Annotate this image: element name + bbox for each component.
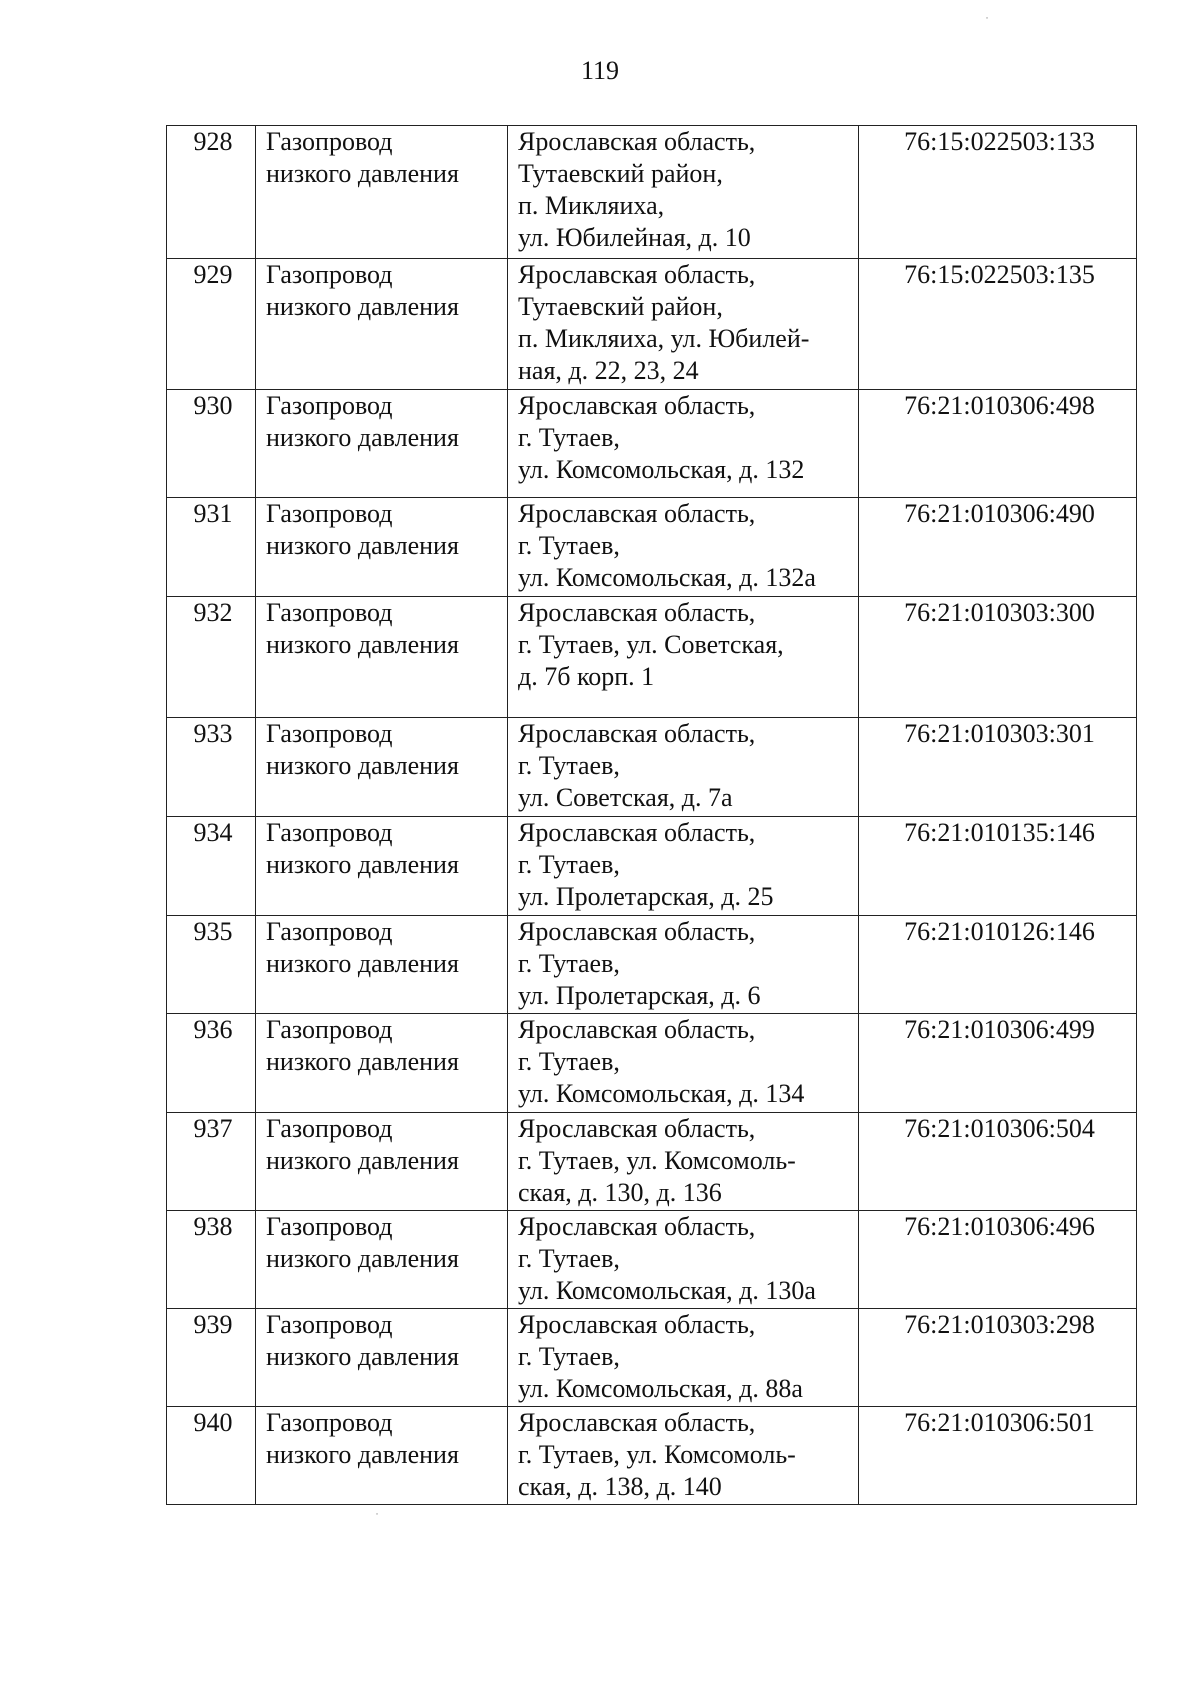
table-row [167,390,1137,498]
object-name-cell [256,718,508,817]
object-name-line: низкого давления [266,1047,459,1076]
object-name-cell [256,126,508,259]
address-line: Ярославская область, [518,391,756,420]
cadastral-number-cell: 76:21:010135:146 [859,817,1137,916]
object-name-line: Газопровод [266,1408,393,1437]
row-number-cell: 928 [167,126,256,259]
object-name-line: Газопровод [266,719,393,748]
cadastral-number-cell: 76:21:010126:146 [859,916,1137,1014]
table-row [167,597,1137,718]
address-line: Ярославская область, [518,1408,756,1437]
cadastral-number-cell: 76:21:010306:501 [859,1407,1137,1505]
address-line: ул. Пролетарская, д. 6 [518,981,761,1010]
address-line: Тутаевский район, [518,159,723,188]
gas-pipeline-registry-table [166,125,1137,1505]
table-row [167,817,1137,916]
address-line: г. Тутаев, [518,1244,620,1273]
object-name-line: низкого давления [266,1342,459,1371]
object-name-cell [256,1211,508,1309]
address-line: г. Тутаев, [518,850,620,879]
address-cell [508,1113,859,1211]
address-line: п. Микляиха, [518,191,665,220]
address-cell [508,1407,859,1505]
table-row [167,718,1137,817]
address-line: г. Тутаев, [518,949,620,978]
object-name-line: Газопровод [266,260,393,289]
address-line: ская, д. 130, д. 136 [518,1178,722,1207]
cadastral-number-cell: 76:21:010303:300 [859,597,1137,718]
object-name-cell [256,259,508,390]
address-line: ул. Комсомольская, д. 132а [518,563,816,592]
address-line: ул. Советская, д. 7а [518,783,733,812]
address-line: ул. Комсомольская, д. 134 [518,1079,805,1108]
object-name-line: низкого давления [266,292,459,321]
row-number-cell: 939 [167,1309,256,1407]
address-line: Ярославская область, [518,127,756,156]
table-row [167,498,1137,597]
object-name-line: низкого давления [266,1440,459,1469]
address-line: г. Тутаев, [518,751,620,780]
cadastral-number-cell: 76:21:010306:504 [859,1113,1137,1211]
address-line: ул. Юбилейная, д. 10 [518,223,751,252]
address-cell [508,498,859,597]
object-name-line: Газопровод [266,1212,393,1241]
address-cell [508,597,859,718]
row-number-cell: 938 [167,1211,256,1309]
address-line: г. Тутаев, [518,1342,620,1371]
table-row [167,1309,1137,1407]
address-line: Ярославская область, [518,499,756,528]
object-name-line: низкого давления [266,949,459,978]
object-name-line: Газопровод [266,917,393,946]
table-row [167,1407,1137,1505]
object-name-line: Газопровод [266,818,393,847]
address-line: д. 7б корп. 1 [518,662,655,691]
address-line: Ярославская область, [518,598,756,627]
cadastral-number-cell: 76:15:022503:133 [859,126,1137,259]
address-line: г. Тутаев, [518,531,620,560]
address-line: ул. Пролетарская, д. 25 [518,882,774,911]
cadastral-number-cell: 76:15:022503:135 [859,259,1137,390]
object-name-line: низкого давления [266,159,459,188]
object-name-line: низкого давления [266,531,459,560]
object-name-cell [256,817,508,916]
address-line: г. Тутаев, [518,423,620,452]
address-line: г. Тутаев, [518,1047,620,1076]
address-line: Ярославская область, [518,1015,756,1044]
object-name-line: низкого давления [266,630,459,659]
object-name-cell [256,390,508,498]
cadastral-number-cell: 76:21:010306:499 [859,1014,1137,1113]
address-cell [508,1014,859,1113]
object-name-line: Газопровод [266,598,393,627]
cadastral-number-cell: 76:21:010306:498 [859,390,1137,498]
table-row [167,1014,1137,1113]
address-cell [508,1309,859,1407]
page-number: 119 [580,56,620,85]
address-line: Ярославская область, [518,1212,756,1241]
object-name-line: низкого давления [266,850,459,879]
object-name-cell [256,1407,508,1505]
cadastral-number-cell: 76:21:010306:496 [859,1211,1137,1309]
row-number-cell: 929 [167,259,256,390]
row-number-cell: 937 [167,1113,256,1211]
object-name-line: Газопровод [266,1310,393,1339]
address-line: ул. Комсомольская, д. 88а [518,1374,803,1403]
object-name-line: Газопровод [266,127,393,156]
cadastral-number-cell: 76:21:010303:298 [859,1309,1137,1407]
address-cell [508,390,859,498]
address-line: г. Тутаев, ул. Комсомоль- [518,1146,796,1175]
table-row [167,1113,1137,1211]
address-cell [508,126,859,259]
address-line: ная, д. 22, 23, 24 [518,356,699,385]
cadastral-number-cell: 76:21:010303:301 [859,718,1137,817]
address-cell [508,259,859,390]
scan-speck: ˙ [375,1510,379,1524]
address-line: Ярославская область, [518,917,756,946]
address-line: ул. Комсомольская, д. 130а [518,1276,816,1305]
table-row [167,1211,1137,1309]
object-name-cell [256,1014,508,1113]
table-row [167,126,1137,259]
object-name-cell [256,1113,508,1211]
object-name-cell [256,498,508,597]
row-number-cell: 932 [167,597,256,718]
object-name-line: низкого давления [266,1146,459,1175]
table-row [167,916,1137,1014]
object-name-line: низкого давления [266,751,459,780]
address-cell [508,1211,859,1309]
address-line: Тутаевский район, [518,292,723,321]
address-line: г. Тутаев, ул. Комсомоль- [518,1440,796,1469]
address-cell [508,718,859,817]
object-name-line: низкого давления [266,1244,459,1273]
row-number-cell: 935 [167,916,256,1014]
object-name-line: Газопровод [266,1114,393,1143]
address-line: п. Микляиха, ул. Юбилей- [518,324,810,353]
scan-speck: ˙ [985,14,989,28]
address-line: Ярославская область, [518,260,756,289]
object-name-line: Газопровод [266,1015,393,1044]
address-line: Ярославская область, [518,818,756,847]
object-name-cell [256,1309,508,1407]
table-row [167,259,1137,390]
address-line: г. Тутаев, ул. Советская, [518,630,784,659]
row-number-cell: 933 [167,718,256,817]
address-line: Ярославская область, [518,1310,756,1339]
row-number-cell: 930 [167,390,256,498]
row-number-cell: 940 [167,1407,256,1505]
address-cell [508,817,859,916]
row-number-cell: 934 [167,817,256,916]
registry-table-body [167,126,1137,1505]
address-cell [508,916,859,1014]
object-name-cell [256,597,508,718]
row-number-cell: 936 [167,1014,256,1113]
row-number-cell: 931 [167,498,256,597]
address-line: Ярославская область, [518,719,756,748]
object-name-line: Газопровод [266,391,393,420]
cadastral-number-cell: 76:21:010306:490 [859,498,1137,597]
object-name-line: Газопровод [266,499,393,528]
address-line: ул. Комсомольская, д. 132 [518,455,805,484]
address-line: Ярославская область, [518,1114,756,1143]
address-line: ская, д. 138, д. 140 [518,1472,722,1501]
object-name-cell [256,916,508,1014]
object-name-line: низкого давления [266,423,459,452]
